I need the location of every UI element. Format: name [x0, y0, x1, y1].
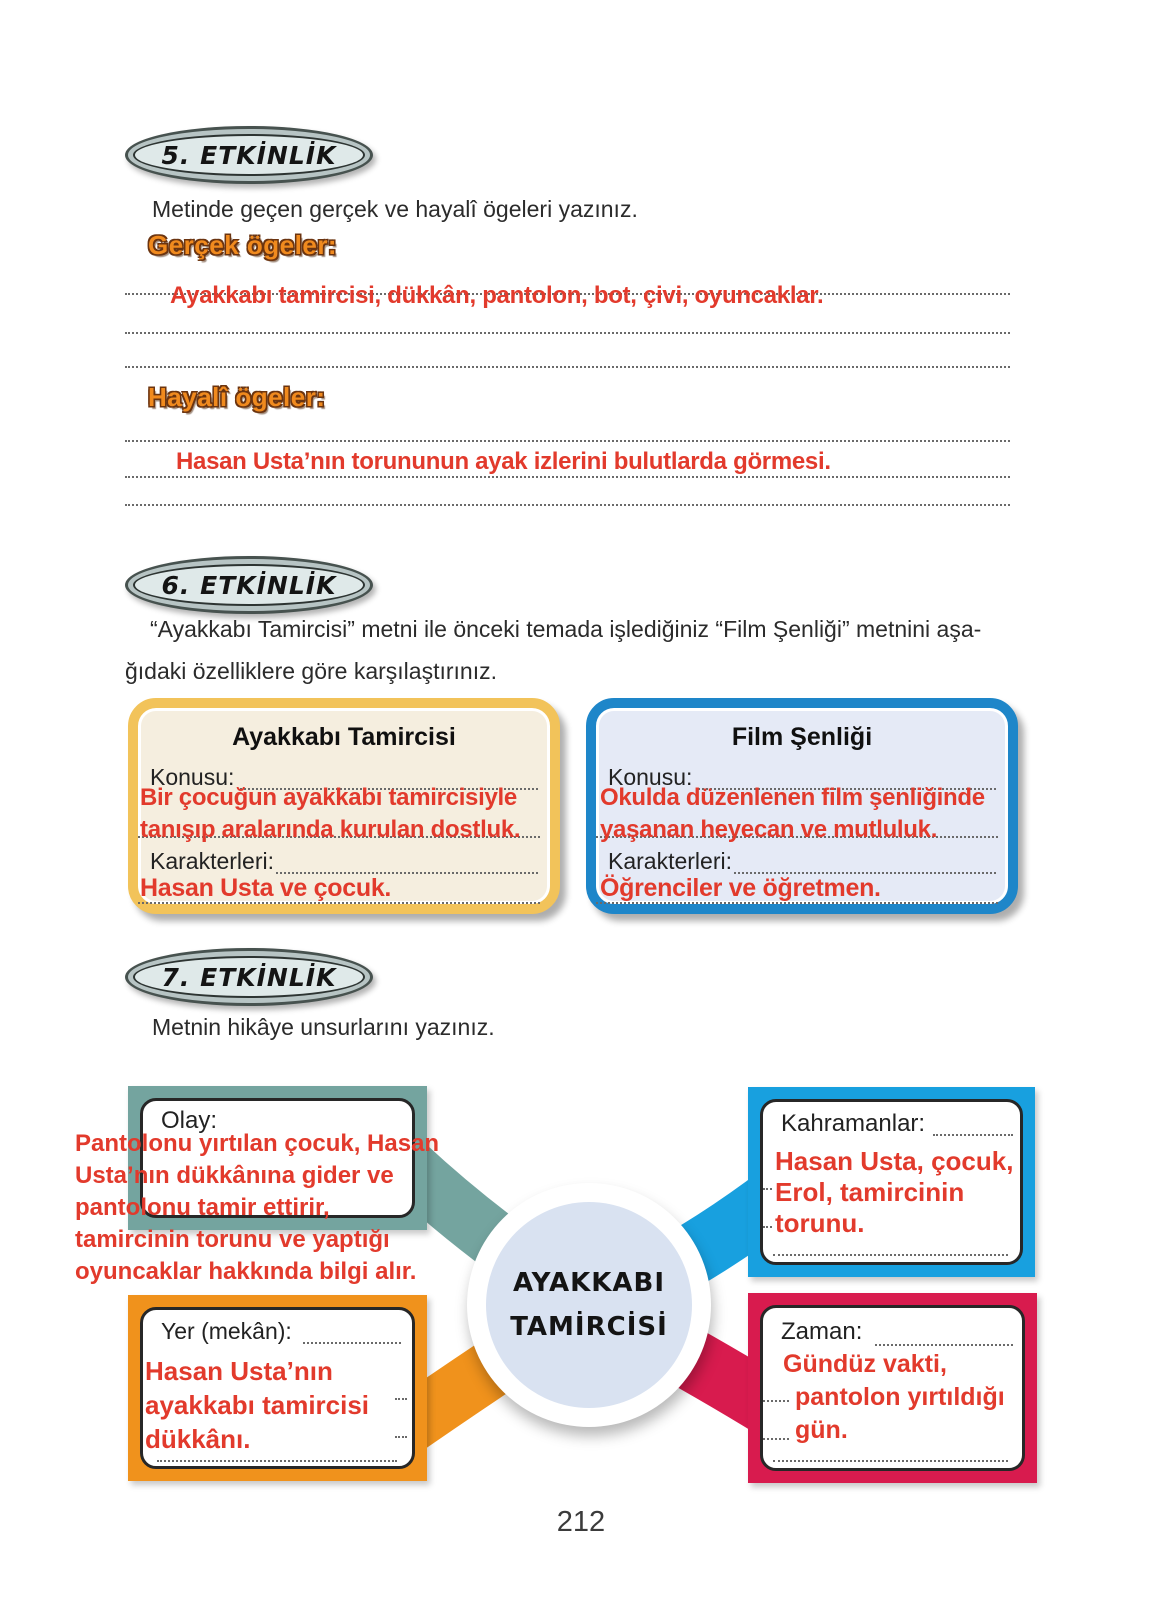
time-label: Zaman:: [781, 1318, 863, 1345]
dotted-line: [395, 1436, 407, 1438]
event-answer-line: oyuncaklar hakkında bilgi alır.: [75, 1258, 417, 1285]
dotted-line: [303, 1342, 401, 1344]
characters-label: Karakterleri:: [150, 848, 274, 874]
dotted-line: [125, 476, 1010, 478]
dotted-line: [125, 366, 1010, 368]
heroes-answer-line: Hasan Usta, çocuk,: [775, 1146, 1014, 1176]
dotted-line: [773, 1254, 1008, 1256]
heroes-answer-line: Erol, tamircinin: [775, 1177, 965, 1207]
activity7-badge-label: 7. ETKİNLİK: [133, 956, 365, 998]
dotted-line: [157, 1460, 397, 1462]
characters-answer: Hasan Usta ve çocuk.: [140, 874, 392, 902]
center-title-line1: AYAKKABI: [512, 1268, 665, 1298]
event-answer: [75, 1128, 439, 1288]
comparison-card-film-senligi: [586, 698, 1018, 914]
event-answer-line: tamircinin torunu ve yaptığı: [75, 1226, 390, 1253]
characters-label: Karakterleri:: [608, 848, 732, 874]
activity6-prompt-line2: ğıdaki özelliklere göre karşılaştırınız.: [125, 658, 497, 684]
time-answer: [783, 1348, 1005, 1447]
heroes-answer: [775, 1146, 1013, 1239]
event-answer-line: pantolonu tamir ettirir,: [75, 1194, 330, 1221]
topic-answer-line1: Bir çocuğun ayakkabı tamircisiyle: [140, 784, 517, 811]
dotted-line: [395, 1398, 407, 1400]
event-answer-line: Usta’nın dükkânına gider ve: [75, 1162, 394, 1189]
time-answer-line: Gündüz vakti,: [783, 1350, 947, 1378]
activity6-prompt-line1: “Ayakkabı Tamircisi” metni ile önceki temada işlediğiniz “Film Şenliği” metnini aşa-: [150, 616, 982, 642]
dotted-line: [933, 1134, 1013, 1136]
characters-answer: Öğrenciler ve öğretmen.: [600, 874, 881, 902]
heroes-answer-line: torunu.: [775, 1208, 865, 1238]
activity5-badge-label: 5. ETKİNLİK: [133, 134, 365, 176]
activity7-badge: [125, 948, 373, 1006]
topic-answer-line2: tanışıp aralarında kurulan dostluk.: [140, 816, 521, 843]
activity6-badge: [125, 556, 373, 614]
heroes-panel: [760, 1099, 1023, 1265]
imaginary-elements-heading: Hayalî ögeler:: [148, 382, 326, 412]
time-panel: [760, 1305, 1025, 1471]
activity5-badge: [125, 126, 373, 184]
place-box: [128, 1295, 427, 1481]
dotted-line: [125, 440, 1010, 442]
dotted-line: [125, 504, 1010, 506]
dotted-line: [763, 1188, 772, 1190]
comparison-card-ayakkabi-tamircisi: [128, 698, 560, 914]
real-elements-heading: Gerçek ögeler:: [148, 230, 338, 260]
center-title-line2: TAMİRCİSİ: [510, 1312, 668, 1342]
dotted-line: [763, 1226, 772, 1228]
activity5-prompt: Metinde geçen gerçek ve hayalî ögeleri yazınız.: [152, 196, 638, 222]
event-label: Olay:: [161, 1107, 218, 1134]
topic-label: Konusu:: [150, 764, 235, 790]
event-answer-line: Pantolonu yırtılan çocuk, Hasan: [75, 1130, 440, 1157]
card-title: Ayakkabı Tamircisi: [232, 723, 456, 751]
activity6-badge-label: 6. ETKİNLİK: [133, 564, 365, 606]
real-elements-answer: Ayakkabı tamircisi, dükkân, pantolon, bot, çivi, oyuncaklar.: [170, 282, 824, 309]
time-box: [748, 1293, 1037, 1483]
place-answer: [145, 1354, 369, 1456]
place-answer-line: Hasan Usta’nın: [145, 1356, 333, 1386]
story-elements-diagram: [0, 1040, 1162, 1510]
heroes-label: Kahramanlar:: [781, 1110, 926, 1137]
dotted-line: [875, 1344, 1013, 1346]
card-title: Film Şenliği: [731, 723, 873, 751]
time-answer-line: gün.: [795, 1416, 848, 1444]
place-panel: [140, 1307, 415, 1469]
topic-answer-line1: Okulda düzenlenen film şenliğinde: [600, 784, 985, 811]
dotted-line: [773, 1460, 1008, 1462]
activity7-prompt: Metnin hikâye unsurlarını yazınız.: [152, 1014, 495, 1040]
center-circle-title: [486, 1202, 692, 1408]
dotted-line: [125, 332, 1010, 334]
heroes-box: [748, 1087, 1035, 1277]
place-answer-line: ayakkabı tamircisi: [145, 1390, 370, 1420]
time-answer-line: pantolon yırtıldığı: [795, 1383, 1005, 1411]
place-answer-line: dükkânı.: [145, 1424, 251, 1454]
imaginary-elements-answer: Hasan Usta’nın torununun ayak izlerini bulutlarda görmesi.: [176, 448, 831, 475]
place-label: Yer (mekân):: [161, 1318, 292, 1344]
page-number: 212: [556, 1506, 606, 1538]
center-circle: [467, 1183, 711, 1427]
topic-label: Konusu:: [608, 764, 693, 790]
topic-answer-line2: yaşanan heyecan ve mutluluk.: [600, 816, 938, 843]
